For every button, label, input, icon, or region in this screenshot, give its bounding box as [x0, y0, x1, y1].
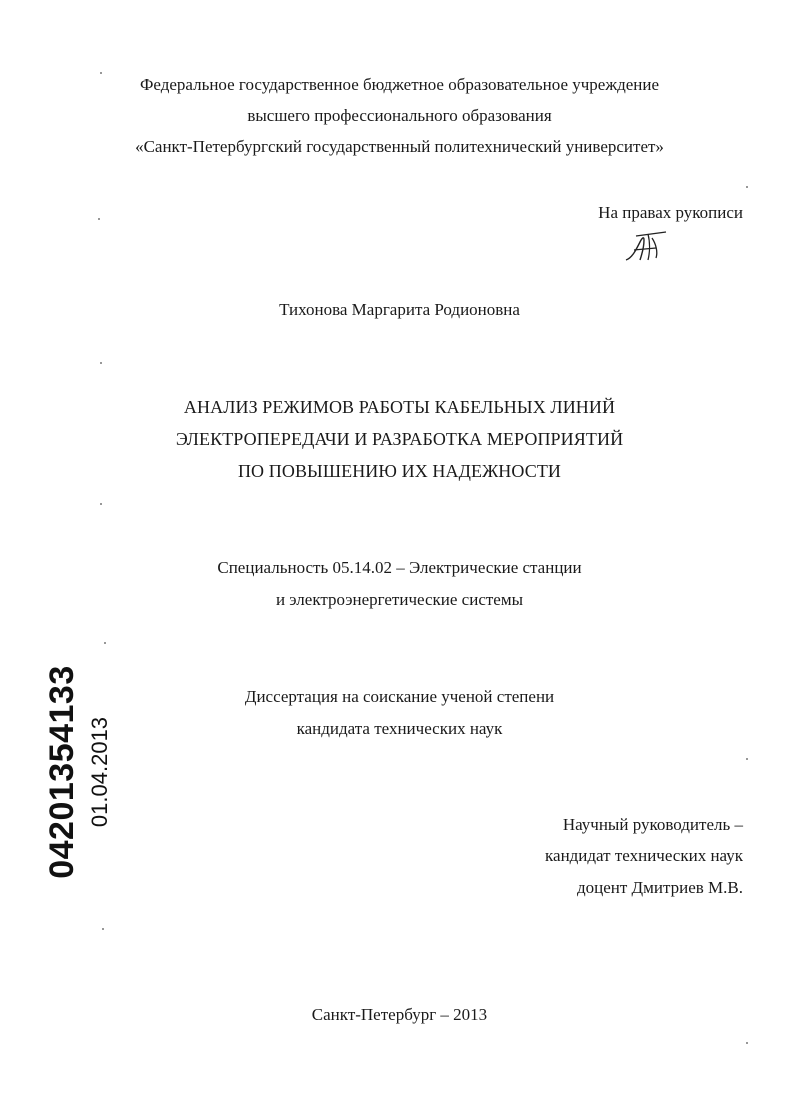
title-line-1: АНАЛИЗ РЕЖИМОВ РАБОТЫ КАБЕЛЬНЫХ ЛИНИЙ [183, 397, 616, 417]
scan-speck [102, 928, 104, 930]
specialty-line-1: Специальность 05.14.02 – Электрические станции [217, 558, 582, 577]
scan-speck [98, 218, 100, 220]
manuscript-note: На правах рукописи [598, 203, 743, 222]
dissertation-line-1: Диссертация на соискание ученой степени [244, 687, 555, 706]
supervisor-line-3: доцент Дмитриев М.В. [576, 878, 743, 897]
library-stamp [26, 656, 112, 888]
dissertation-line-2: кандидата технических наук [296, 719, 503, 738]
supervisor-line-1: Научный руководитель – [562, 815, 743, 834]
city-year: Санкт-Петербург – 2013 [311, 1005, 488, 1024]
signature-mark [622, 228, 672, 268]
scan-speck [100, 362, 102, 364]
scan-speck [104, 642, 106, 644]
institution-line-2: высшего профессионального образования [247, 106, 552, 125]
specialty-line-2: и электроэнергетические системы [275, 590, 524, 609]
stamp-date: 01.04.2013 [87, 716, 112, 828]
title-line-3: ПО ПОВЫШЕНИЮ ИХ НАДЕЖНОСТИ [237, 461, 562, 481]
stamp-number: 04201354133 [43, 665, 81, 879]
supervisor-line-2: кандидат технических наук [545, 846, 743, 865]
scan-speck [746, 186, 748, 188]
author-name: Тихонова Маргарита Родионовна [279, 300, 520, 319]
scan-speck [100, 503, 102, 505]
institution-line-3: «Санкт-Петербургский государственный политехнический университет» [135, 137, 664, 156]
scan-speck [746, 1042, 748, 1044]
title-line-2: ЭЛЕКТРОПЕРЕДАЧИ И РАЗРАБОТКА МЕРОПРИЯТИЙ [175, 429, 624, 449]
scan-speck [746, 758, 748, 760]
institution-line-1: Федеральное государственное бюджетное образовательное учреждение [139, 75, 660, 94]
scan-speck [100, 72, 102, 74]
